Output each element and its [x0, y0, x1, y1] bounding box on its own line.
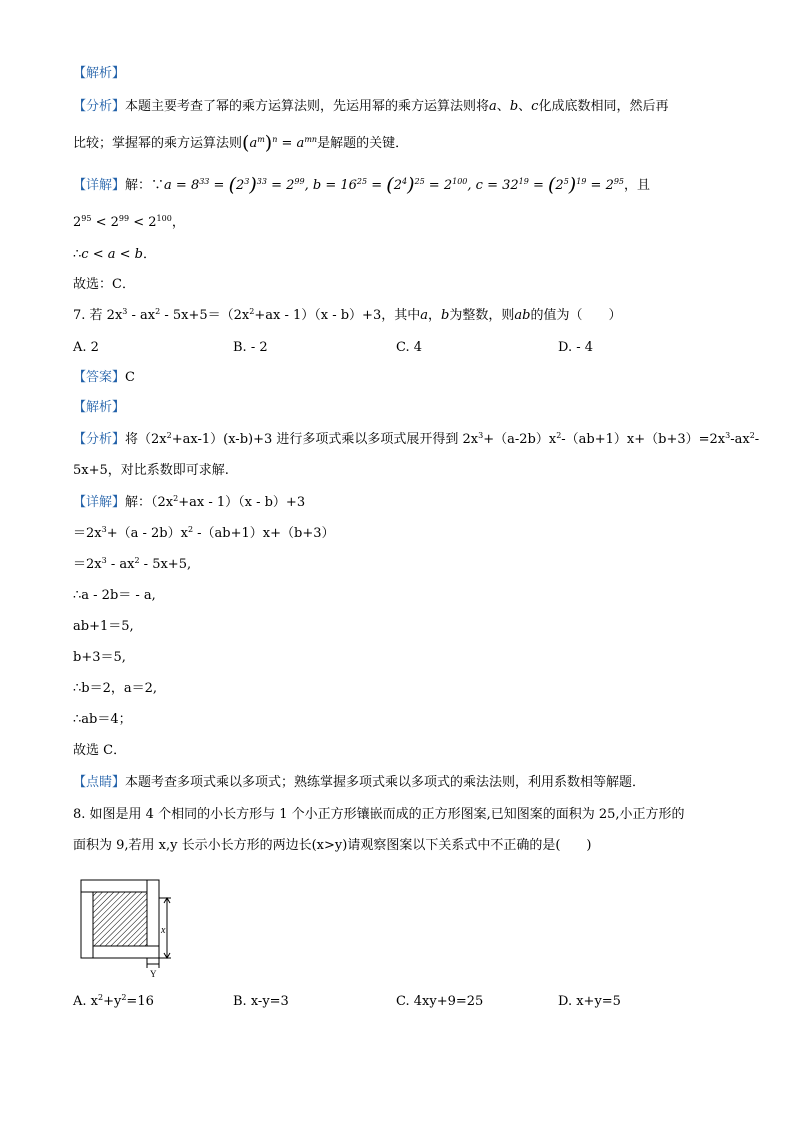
equation-a: $a = 8^{33} = (2^3)^{33} = 2^{99}$	[164, 174, 305, 196]
question-8-stem-line-2: 面积为 9,若用 x,y 长示小长方形的两边长(x>y)请观察图案以下关系式中不正确的是( )	[73, 838, 592, 853]
equation-c: , $c = 32^{19} = (2^5)^{19} = 2^{95}$	[467, 174, 625, 196]
q7-option-a: A. 2	[73, 340, 99, 355]
q7-detail-line-8: ∴ab＝4；	[73, 712, 132, 727]
q7-option-c: C. 4	[396, 340, 423, 355]
equation-b: , $b = 16^{25} = (2^4)^{25} = 2^{100}$	[304, 174, 468, 196]
analysis-line-2: 比较；掌握幂的乘方运算法则$(a^m)^n = a^{mn}$是解题的关键．	[73, 132, 409, 154]
conclusion-line: ∴c < a < b．	[73, 247, 156, 262]
q7-detail-line-2: $=2x^3+(a - 2b)x^2$ -（ab+1）x+（b+3）	[73, 525, 335, 541]
q7-comment: 【点睛】本题考查多项式乘以多项式；熟练掌握多项式乘以多项式的乘法法则，利用系数相等解题．	[73, 775, 646, 790]
q7-detail-line-4: ∴a - 2b＝ - a,	[73, 588, 156, 603]
detail-line-1: 【详解】解：∵a = $8^{33} = (2^3)^{33} = 2^{99}$, $b = 16^{25} = (2^4)^{25} = 2^{100}$, $c = 32^{19} = (2^5)^{19} = 2^{95}$，且	[73, 174, 651, 196]
q8-option-d: D. x+y=5	[558, 994, 621, 1009]
tiling-figure	[75, 874, 185, 980]
answer-line: 故选：C．	[73, 277, 135, 292]
q7-answer: 【答案】C	[73, 370, 135, 385]
q7-analysis-heading: 【解析】	[73, 400, 126, 415]
q8-option-a: A. $x^2+y^2=16$	[73, 993, 154, 1009]
q8-option-c: C. 4xy+9=25	[396, 994, 484, 1009]
power-rule-formula: $(a^m)^n = a^{mn}$	[242, 132, 318, 154]
q7-analysis-line-1: 【分析】将$(2x^2+ax-1)(x-b)+3$ 进行多项式乘以多项式展开得到 $2x^3+(a-2b)x^2-(ab+1)x+(b+3)=2x^3-ax^2-$	[73, 431, 760, 447]
label-x: x	[161, 925, 166, 936]
label-y: Y	[150, 969, 157, 979]
q7-analysis-line-2: 5x+5，对比系数即可求解.	[73, 463, 229, 478]
analysis-line-1: 【分析】本题主要考查了幂的乘方运算法则，先运用幂的乘方运算法则将a、b、c化成底数相同，然后再	[73, 99, 669, 114]
q7-detail-line-9: 故选 C．	[73, 743, 127, 758]
question-8-stem-line-1: 8. 如图是用 4 个相同的小长方形与 1 个小正方形镶嵌而成的正方形图案,已知图案的面积为 25,小正方形的	[73, 807, 685, 822]
q7-option-d: D. - 4	[558, 340, 594, 355]
q7-detail-line-6: b+3＝5,	[73, 650, 126, 665]
q8-option-b: B. x-y=3	[233, 994, 289, 1009]
analysis-heading: 【解析】	[73, 66, 126, 81]
q7-option-b: B. - 2	[233, 340, 268, 355]
q7-detail-line-5: ab+1＝5,	[73, 619, 134, 634]
q7-detail-line-3: $=2x^3 - ax^2 - 5x+5$,	[73, 556, 192, 572]
q7-detail-line-7: ∴b＝2，a＝2,	[73, 681, 158, 696]
small-square	[93, 892, 147, 946]
inequality-line: $2^{95} < 2^{99} < 2^{100}$，	[73, 214, 185, 230]
question-7-stem: 7. 若 $2x^3 - ax^2 - 5x+5=(2x^2+ax - 1)(x - b)+3$，其中a，b为整数，则ab的值为（ ）	[73, 307, 622, 323]
q7-detail-line-1: 【详解】解：$(2x^2+ax - 1)(x - b)+3$	[73, 494, 306, 510]
